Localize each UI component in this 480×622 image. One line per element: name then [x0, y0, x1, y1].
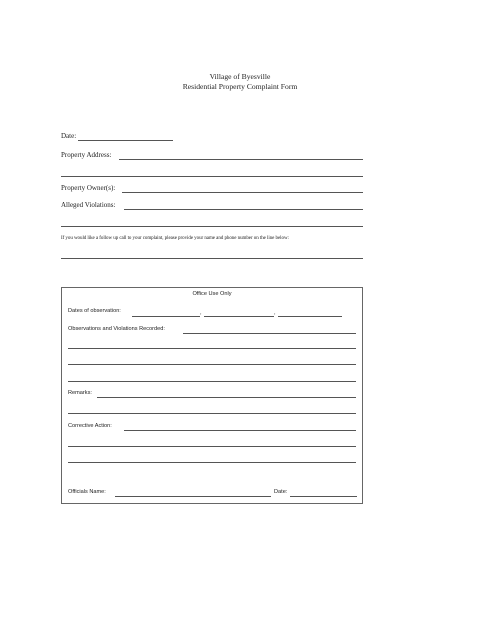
date-line[interactable] [78, 140, 173, 141]
observation-date-2-line[interactable] [204, 316, 274, 317]
alleged-violations-line-2[interactable] [61, 226, 363, 227]
property-address-label: Property Address: [61, 151, 112, 159]
property-address-line-2[interactable] [61, 176, 363, 177]
property-address-line[interactable] [119, 159, 363, 160]
remarks-line-2[interactable] [68, 413, 356, 414]
date-separator-2: , [274, 310, 276, 316]
office-use-title: Office Use Only [192, 291, 232, 297]
alleged-violations-label: Alleged Violations: [61, 201, 116, 209]
property-owners-label: Property Owner(s): [61, 184, 116, 192]
followup-contact-line[interactable] [61, 258, 363, 259]
corrective-action-line-2[interactable] [68, 446, 356, 447]
corrective-action-label: Corrective Action: [68, 423, 112, 429]
date-separator-1: , [200, 310, 202, 316]
observations-line[interactable] [183, 333, 356, 334]
observations-line-3[interactable] [68, 364, 356, 365]
form-header-title: Residential Property Complaint Form [182, 82, 298, 91]
date-label: Date: [61, 132, 77, 140]
observation-date-3-line[interactable] [278, 316, 342, 317]
corrective-action-line-3[interactable] [68, 462, 356, 463]
alleged-violations-line[interactable] [124, 209, 363, 210]
officials-name-line[interactable] [115, 496, 271, 497]
office-use-box [61, 287, 363, 504]
corrective-action-line[interactable] [124, 430, 356, 431]
observations-label: Observations and Violations Recorded: [68, 326, 165, 332]
observation-date-1-line[interactable] [132, 316, 200, 317]
officials-name-label: Officials Name: [68, 489, 106, 495]
remarks-line[interactable] [97, 397, 356, 398]
dates-of-observation-label: Dates of observation: [68, 308, 121, 314]
form-header-village: Village of Byesville [209, 72, 271, 81]
followup-note: If you would like a follow up call to your complaint, please provide your name and phone number on the line below: [61, 236, 289, 241]
property-owners-line[interactable] [122, 192, 363, 193]
office-date-label: Date: [274, 489, 288, 495]
observations-line-4[interactable] [68, 381, 356, 382]
office-date-line[interactable] [290, 496, 357, 497]
remarks-label: Remarks: [68, 390, 92, 396]
observations-line-2[interactable] [68, 348, 356, 349]
